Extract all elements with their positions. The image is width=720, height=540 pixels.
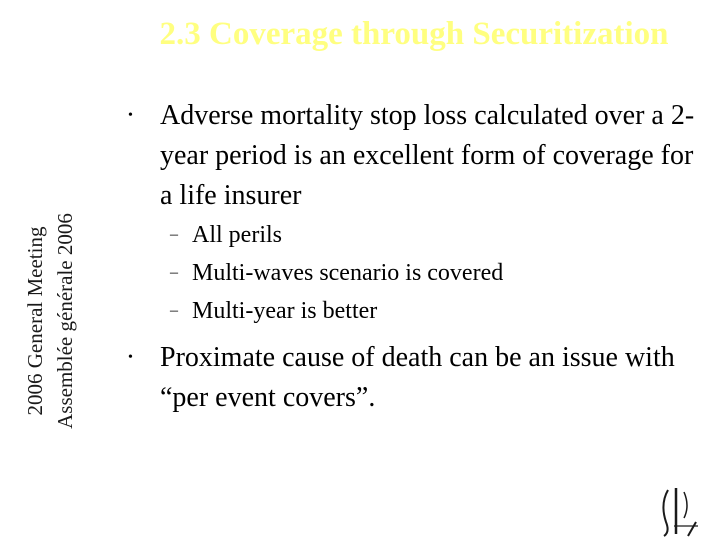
sub-bullet-text: Multi-waves scenario is covered	[192, 260, 504, 286]
bullet-icon: •	[128, 350, 133, 365]
bullet-icon: •	[128, 108, 133, 123]
bullet-item	[128, 96, 700, 216]
sub-bullet-item	[170, 216, 692, 254]
dash-icon: –	[170, 264, 178, 281]
dash-icon: –	[170, 226, 178, 243]
sidebar-line-1: 2006 General Meeting	[23, 226, 47, 416]
institute-logo-icon	[654, 484, 710, 540]
sub-bullet-text: All perils	[192, 222, 282, 248]
dash-icon: –	[170, 302, 178, 319]
bullet-text: Proximate cause of death can be an issue with “per event covers”.	[160, 342, 675, 413]
bullet-text: Adverse mortality stop loss calculated over a 2-year period is an excellent form of coverage for a life insurer	[160, 100, 695, 211]
slide-title: 2.3 Coverage through Securitization	[159, 16, 669, 52]
sub-bullet-item	[170, 254, 692, 292]
sub-bullet-text: Multi-year is better	[192, 298, 378, 324]
sub-bullet-item	[170, 292, 692, 330]
sidebar-line-2: Assemblée générale 2006	[53, 213, 77, 429]
bullet-item	[128, 338, 700, 418]
